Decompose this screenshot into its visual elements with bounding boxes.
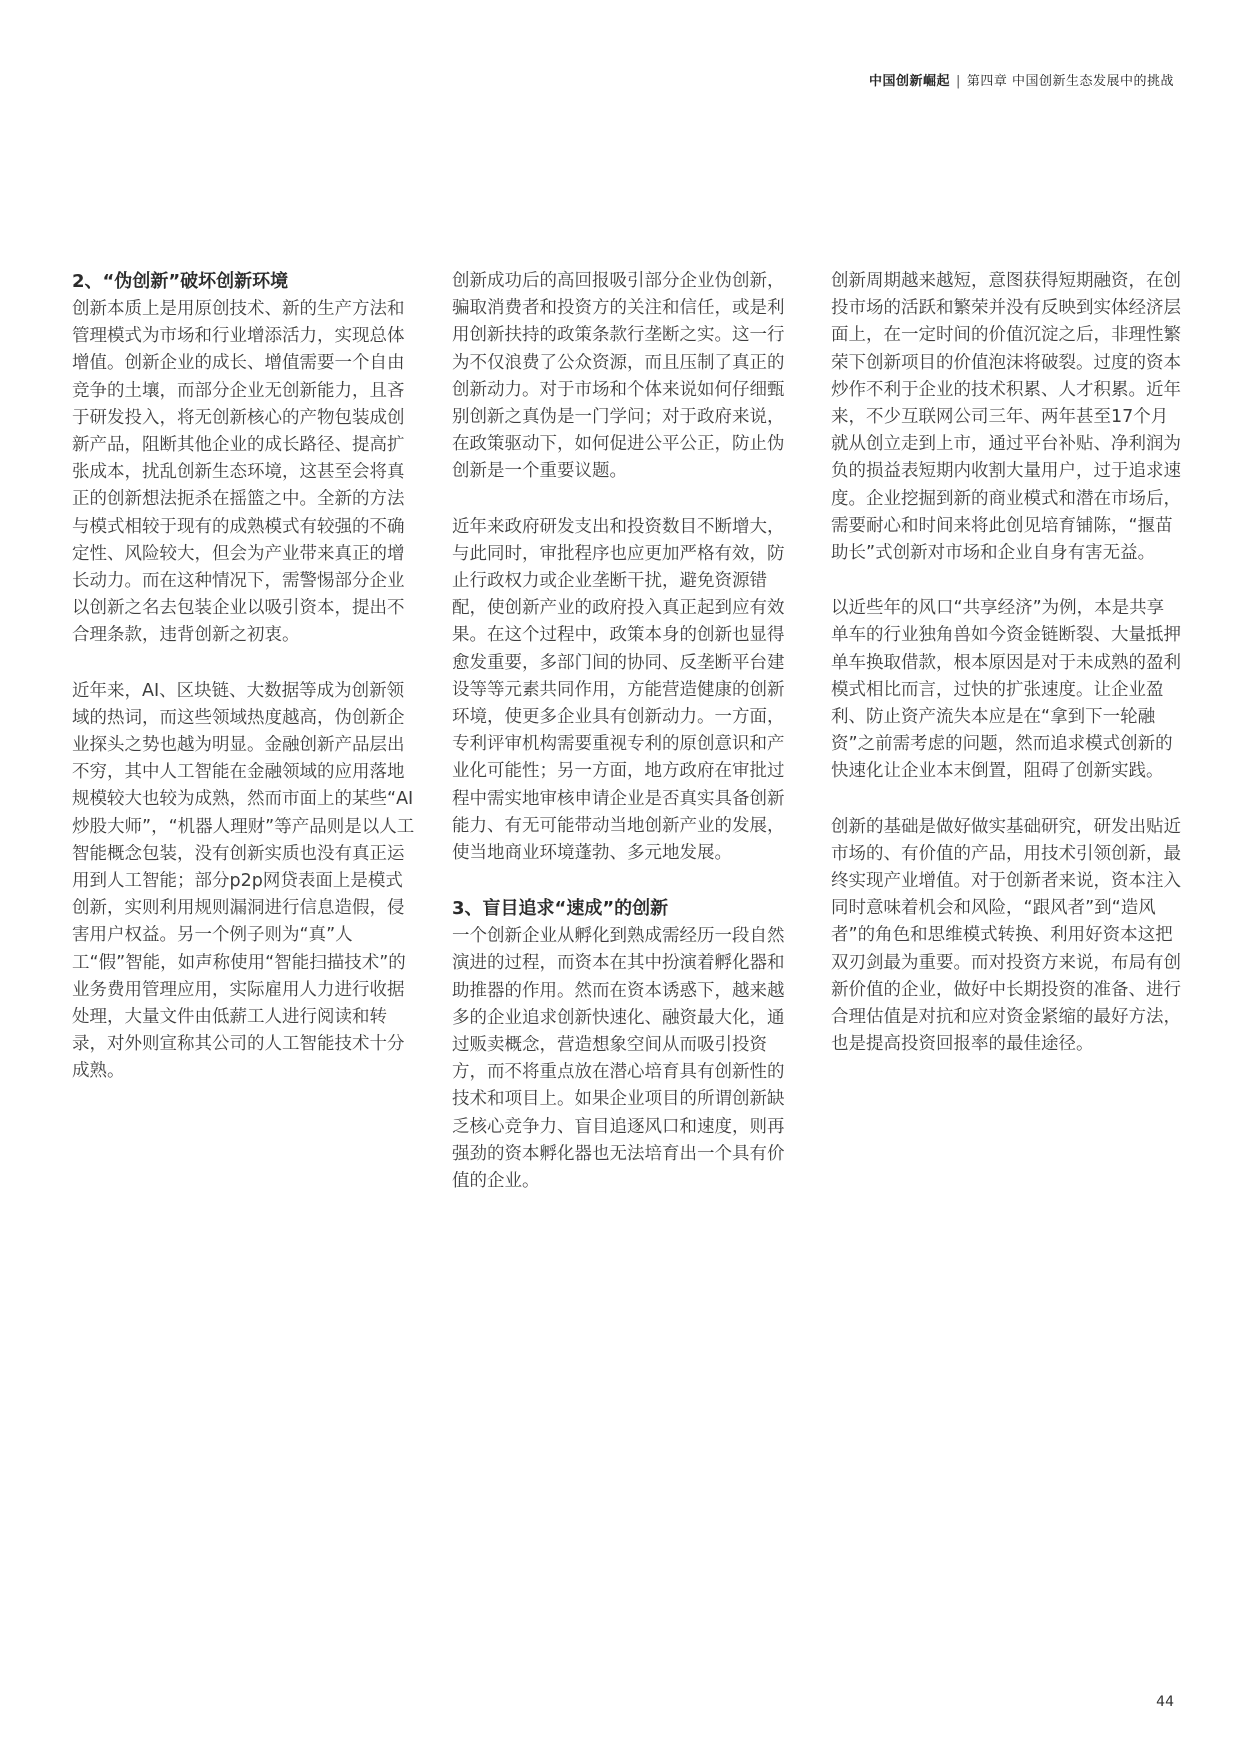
- paragraph: 近年来，AI、区块链、大数据等成为创新领域的热词，而这些领域热度越高，伪创新企业探头之势也越为明显。金融创新产品层出不穷，其中人工智能在金融领域的应用落地规模较大也较为成熟，然而市面上的某些“AI炒股大师”，“机器人理财”等产品则是以人工智能概念包装，没有创新实质也没有真正运用到人工智能；部分p2p网贷表面上是模式创新，实则利用规则漏洞进行信息造假，侵害用户权益。另一个例子则为“真”人工“假”智能，如声称使用“智能扫描技术”的业务费用管理应用，实际雇用人力进行收据处理，大量文件由低薪工人进行阅读和转录，对外则宣称其公司的人工智能技术十分成熟。: [72, 680, 415, 1082]
- header-chapter-title: 第四章 中国创新生态发展中的挑战: [966, 74, 1174, 89]
- paragraph: 创新本质上是用原创技术、新的生产方法和管理模式为市场和行业增添活力，实现总体增值。创新企业的成长、增值需要一个自由竞争的土壤，而部分企业无创新能力，且吝于研发投入，将无创新核心的产物包装成创新产品，阻断其他企业的成长路径、提高扩张成本，扰乱创新生态环境，这甚至会将真正的创新想法扼杀在摇篮之中。全新的方法与模式相较于现有的成熟模式有较强的不确定性、风险较大，但会为产业带来真正的增长动力。而在这种情况下，需警惕部分企业以创新之名去包装企业以吸引资本，提出不合理条款，违背创新之初衷。: [72, 299, 405, 646]
- text-column-2: [452, 268, 792, 1195]
- paragraph: 创新成功后的高回报吸引部分企业伪创新，骗取消费者和投资方的关注和信任，或是利用创新扶持的政策条款行垄断之实。这一行为不仅浪费了公众资源，而且压制了真正的创新动力。对于市场和个体来说如何仔细甄别创新之真伪是一门学问；对于政府来说，在政策驱动下，如何促进公平公正，防止伪创新是一个重要议题。: [452, 271, 785, 482]
- paragraph-gap: [452, 486, 792, 514]
- header-brand: 中国创新崛起: [868, 74, 950, 89]
- paragraph-gap: [831, 786, 1181, 814]
- section-heading-3: 3、盲目追求“速成”的创新: [452, 898, 669, 920]
- section-heading-2: 2、“伪创新”破坏创新环境: [72, 271, 289, 292]
- paragraph-gap: [452, 867, 792, 895]
- header-separator: |: [955, 74, 961, 89]
- text-column-1: [72, 268, 417, 1086]
- paragraph-gap: [831, 567, 1181, 595]
- paragraph: 创新周期越来越短，意图获得短期融资，在创投市场的活跃和繁荣并没有反映到实体经济层面上，在一定时间的价值沉淀之后，非理性繁荣下创新项目的价值泡沫将破裂。过度的资本炒作不利于企业的技术积累、人才积累。近年来，不少互联网公司三年、两年甚至17个月就从创立走到上市，通过平台补贴、净利润为负的损益表短期内收割大量用户，过于追求速度。企业挖掘到新的商业模式和潜在市场后，需要耐心和时间来将此创见培育铺陈，“揠苗助长”式创新对市场和企业自身有害无益。: [831, 271, 1181, 564]
- paragraph-gap: [72, 650, 417, 678]
- paragraph: 以近些年的风口“共享经济”为例，本是共享单车的行业独角兽如今资金链断裂、大量抵押单车换取借款，根本原因是对于未成熟的盈利模式相比而言，过快的扩张速度。让企业盈利、防止资产流失本应是在“拿到下一轮融资”之前需考虑的问题，然而追求模式创新的快速化让企业本末倒置，阻碍了创新实践。: [831, 598, 1181, 782]
- paragraph: 创新的基础是做好做实基础研究，研发出贴近市场的、有价值的产品，用技术引领创新，最终实现产业增值。对于创新者来说，资本注入同时意味着机会和风险，“跟风者”到“造风者”的角色和思维模式转换、利用好资本这把双刃剑最为重要。而对投资方来说，布局有创新价值的企业，做好中长期投资的准备、进行合理估值是对抗和应对资金紧缩的最好方法，也是提高投资回报率的最佳途径。: [831, 816, 1181, 1055]
- paragraph: 近年来政府研发支出和投资数目不断增大，与此同时，审批程序也应更加严格有效，防止行政权力或企业垄断干扰，避免资源错配，使创新产业的政府投入真正起到应有效果。在这个过程中，政策本身的创新也显得愈发重要，多部门间的协同、反垄断平台建设等等元素共同作用，方能营造健康的创新环境，使更多企业具有创新动力。一方面，专利评审机构需要重视专利的原创意识和产业化可能性；另一方面，地方政府在审批过程中需实地审核申请企业是否真实具备创新能力、有无可能带动当地创新产业的发展，使当地商业环境蓬勃、多元地发展。: [452, 516, 785, 864]
- running-header: [869, 70, 1174, 89]
- text-column-3: [831, 268, 1181, 1058]
- paragraph: 一个创新企业从孵化到熟成需经历一段自然演进的过程，而资本在其中扮演着孵化器和助推器的作用。然而在资本诱惑下，越来越多的企业追求创新快速化、融资最大化，通过贩卖概念，营造想象空间从而吸引投资方，而不将重点放在潜心培育具有创新性的技术和项目上。如果企业项目的所谓创新缺乏核心竞争力、盲目追逐风口和速度，则再强劲的资本孵化器也无法培育出一个具有价值的企业。: [452, 926, 785, 1192]
- page-number: 44: [1156, 1694, 1174, 1710]
